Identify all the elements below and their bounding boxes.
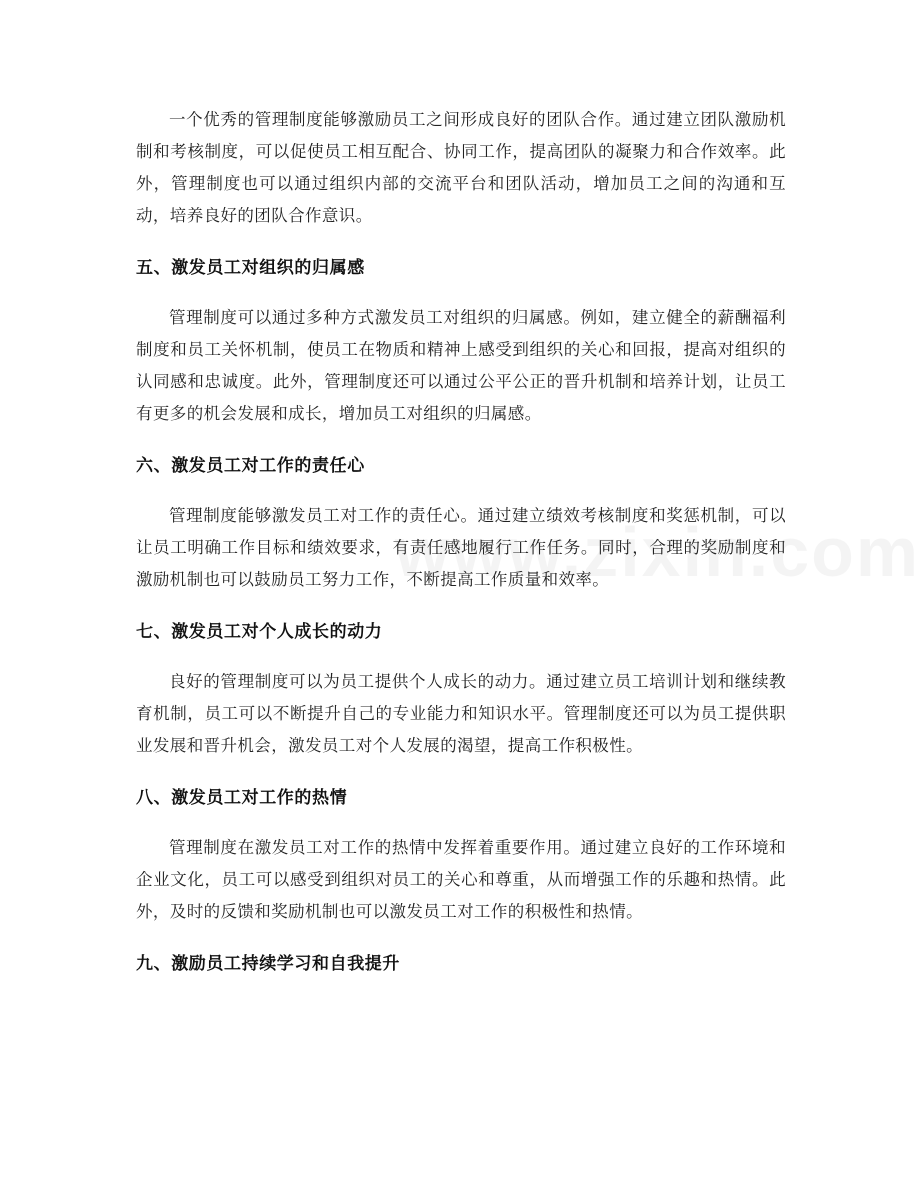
- heading-work-passion: 八、激发员工对工作的热情: [136, 788, 348, 808]
- paragraph-responsibility: 管理制度能够激发员工对工作的责任心。通过建立绩效考核制度和奖惩机制，可以让员工明确工作目标和绩效要求，有责任感地履行工作任务。同时，合理的奖励制度和激励机制也可以鼓励员工努力工作，不断提高工作质量和效率。: [136, 506, 786, 589]
- paragraph-team-cooperation: 一个优秀的管理制度能够激励员工之间形成良好的团队合作。通过建立团队激励机制和考核制度，可以促使员工相互配合、协同工作，提高团队的凝聚力和合作效率。此外，管理制度也可以通过组织内部的交流平台和团队活动，增加员工之间的沟通和互动，培养良好的团队合作意识。: [136, 110, 786, 225]
- heading-belonging: 五、激发员工对组织的归属感: [136, 258, 365, 278]
- heading-responsibility: 六、激发员工对工作的责任心: [136, 456, 365, 476]
- paragraph-belonging: 管理制度可以通过多种方式激发员工对组织的归属感。例如，建立健全的薪酬福利制度和员工关怀机制，使员工在物质和精神上感受到组织的关心和回报，提高对组织的认同感和忠诚度。此外，管理制度还可以通过公平公正的晋升机制和培养计划，让员工有更多的机会发展和成长，增加员工对组织的归属感。: [136, 308, 786, 423]
- paragraph-work-passion: 管理制度在激发员工对工作的热情中发挥着重要作用。通过建立良好的工作环境和企业文化，员工可以感受到组织对员工的关心和尊重，从而增强工作的乐趣和热情。此外，及时的反馈和奖励机制也可以激发员工对工作的积极性和热情。: [136, 838, 786, 921]
- heading-personal-growth: 七、激发员工对个人成长的动力: [136, 622, 383, 642]
- heading-continuous-learning: 九、激励员工持续学习和自我提升: [136, 954, 400, 974]
- document-body: [136, 104, 786, 980]
- paragraph-personal-growth: 良好的管理制度可以为员工提供个人成长的动力。通过建立员工培训计划和继续教育机制，员工可以不断提升自己的专业能力和知识水平。管理制度还可以为员工提供职业发展和晋升机会，激发员工对个人发展的渴望，提高工作积极性。: [136, 672, 786, 755]
